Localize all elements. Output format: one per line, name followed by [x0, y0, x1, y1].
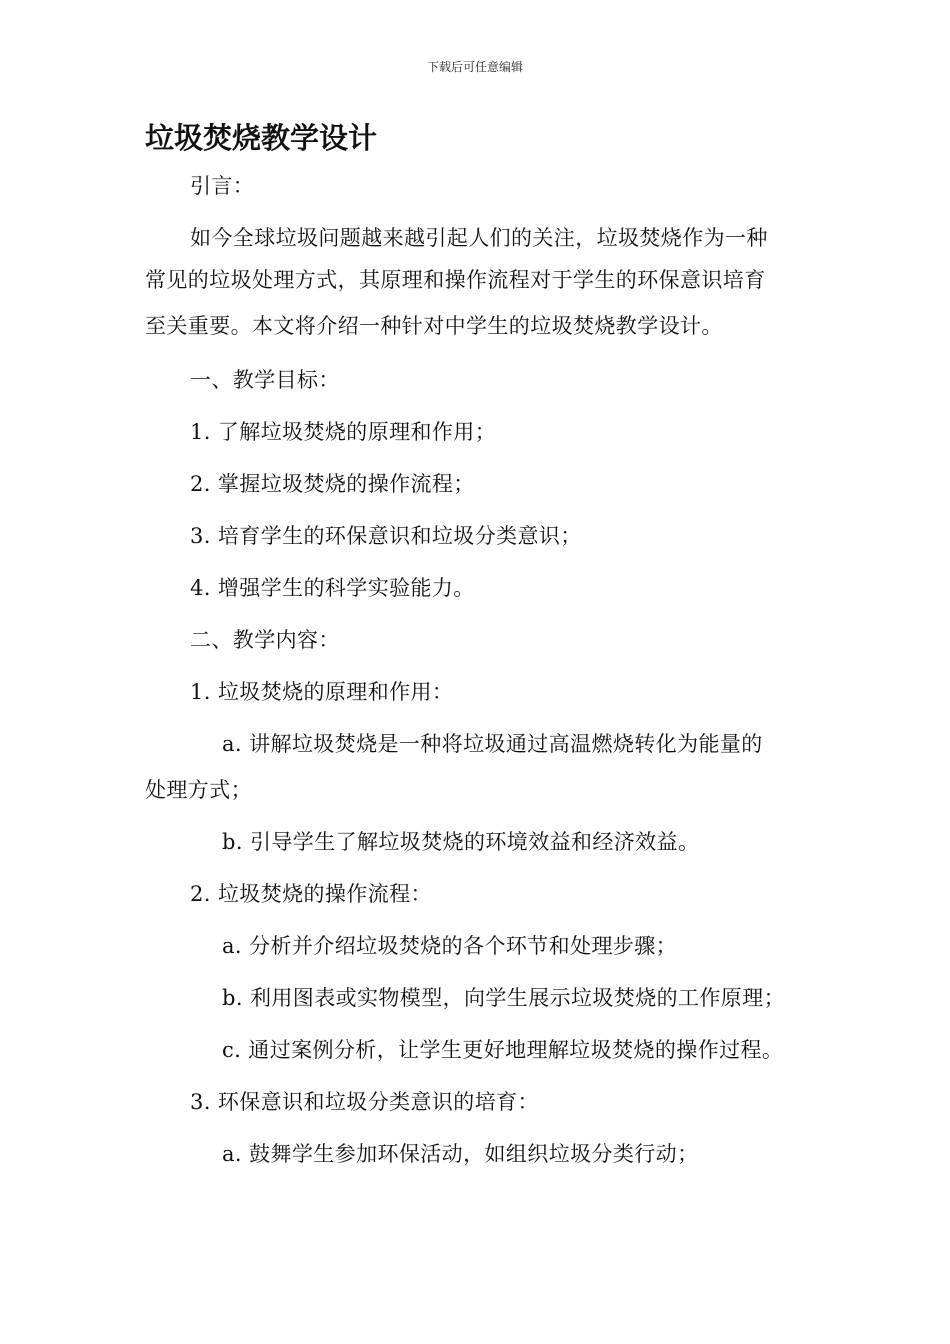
list-item: 1. 垃圾焚烧的原理和作用： — [190, 680, 454, 704]
list-item: 1. 了解垃圾焚烧的原理和作用； — [190, 420, 497, 444]
list-item: 2. 掌握垃圾焚烧的操作流程； — [190, 472, 475, 496]
sub-list-item: b. 利用图表或实物模型，向学生展示垃圾焚烧的工作原理； — [222, 986, 785, 1010]
sub-list-item: c. 通过案例分析，让学生更好地理解垃圾焚烧的操作过程。 — [222, 1038, 784, 1062]
sub-list-item: b. 引导学生了解垃圾焚烧的环境效益和经济效益。 — [222, 830, 700, 854]
paragraph-line: 如今全球垃圾问题越来越引起人们的关注，垃圾焚烧作为一种 — [190, 226, 768, 250]
intro-label: 引言： — [190, 174, 255, 198]
document-title: 垃圾焚烧教学设计 — [145, 121, 378, 155]
sub-list-item-continuation: 处理方式； — [145, 778, 252, 802]
sub-list-item: a. 分析并介绍垃圾焚烧的各个环节和处理步骤； — [222, 934, 678, 958]
paragraph-line: 常见的垃圾处理方式，其原理和操作流程对于学生的环保意识培育 — [145, 268, 766, 292]
list-item: 3. 环保意识和垃圾分类意识的培育： — [190, 1090, 539, 1114]
page-header: 下载后可任意编辑 — [426, 60, 523, 74]
list-item: 2. 垃圾焚烧的操作流程： — [190, 882, 432, 906]
paragraph-line: 至关重要。本文将介绍一种针对中学生的垃圾焚烧教学设计。 — [145, 314, 723, 338]
sub-list-item: a. 鼓舞学生参加环保活动，如组织垃圾分类行动； — [222, 1142, 699, 1166]
sub-list-item: a. 讲解垃圾焚烧是一种将垃圾通过高温燃烧转化为能量的 — [222, 732, 763, 756]
section-heading: 二、教学内容： — [190, 628, 340, 652]
list-item: 4. 增强学生的科学实验能力。 — [190, 576, 475, 600]
section-heading: 一、教学目标： — [190, 368, 340, 392]
list-item: 3. 培育学生的环保意识和垃圾分类意识； — [190, 524, 582, 548]
